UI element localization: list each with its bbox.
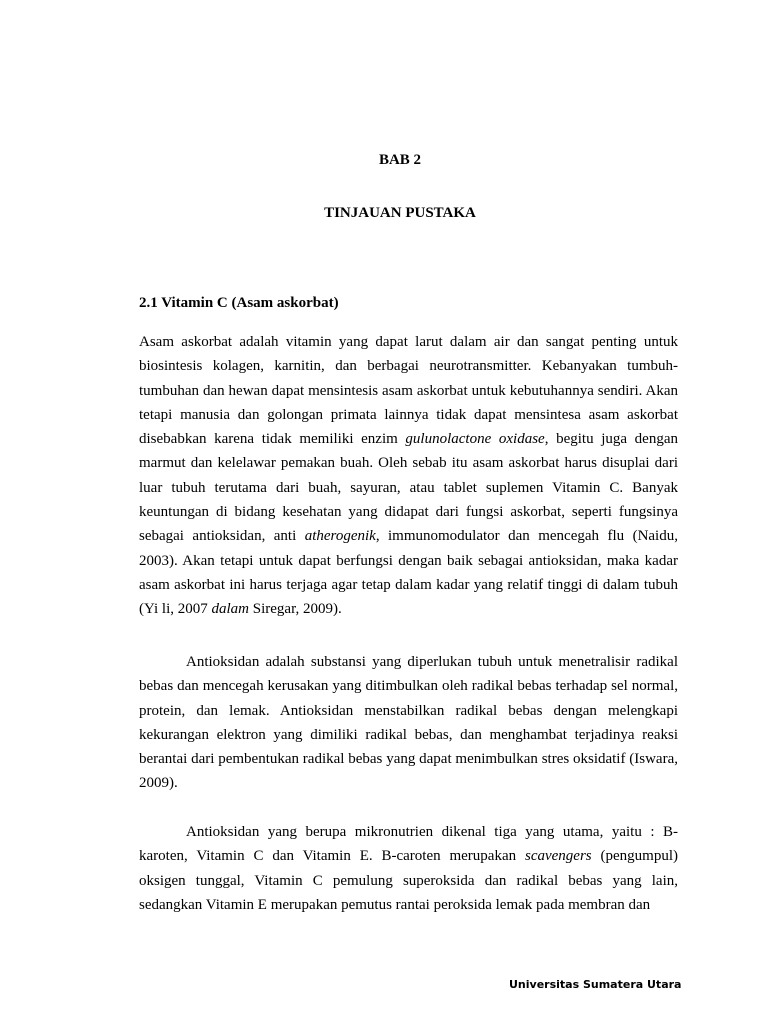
paragraph-2-text: Antioksidan adalah substansi yang diperlukan tubuh untuk menetralisir radikal bebas dan mencegah kerusakan yang ditimbulkan oleh radikal bebas terhadap sel normal, protein, dan lemak. Antioksidan menstabilkan radikal bebas dengan melengkapi kekurangan elektron yang dimiliki radikal bebas, dan menghambat terjadinya reaksi berantai dari pembentukan radikal bebas yang dapat menimbulkan stres oksidatif (Iswara, 2009). [139, 654, 678, 792]
section-heading: 2.1 Vitamin C (Asam askorbat) [139, 295, 339, 311]
paragraph-1-italic-dalam: dalam [211, 601, 250, 618]
paragraph-1-segment-4: Siregar, 2009). [249, 601, 342, 618]
paragraph-1-segment-1: Asam askorbat adalah vitamin yang dapat larut dalam air dan sangat penting untuk biosintesis kolagen, karnitin, dan berbagai neurotransmitter. Kebanyakan tumbuh-tumbuhan dan hewan dapat mensintesis asam askorbat untuk kebutuhannya sendiri. Akan tetapi manusia dan golongan primata lainnya tidak dapat mensintesa asam askorbat disebabkan karena tidak memiliki enzim [139, 334, 678, 448]
paragraph-1-text [139, 330, 678, 622]
paragraph-3-italic-scavengers: scavengers [524, 848, 592, 865]
paragraph-2 [139, 650, 678, 796]
chapter-number: BAB 2 [378, 152, 422, 168]
paragraph-3-segment-2: (pengumpul) oksigen tunggal, Vitamin C pemulung superoksida dan radikal bebas yang lain, sedangkan Vitamin E merupakan pemutus rantai peroksida lemak pada membran dan [139, 848, 678, 913]
paragraph-1 [139, 330, 678, 622]
paragraph-3-text [139, 820, 678, 917]
paragraph-3 [139, 820, 678, 917]
paragraph-1-italic-atherogenik: atherogenik [304, 528, 376, 545]
footer-institution: Universitas Sumatera Utara [509, 978, 682, 991]
paragraph-3-segment-1: Antioksidan yang berupa mikronutrien dikenal tiga yang utama, yaitu : B-karoten, Vitamin C dan Vitamin E. B-caroten merupakan [139, 824, 678, 865]
paragraph-1-segment-3: , immunomodulator dan mencegah flu (Naidu, 2003). Akan tetapi untuk dapat berfungsi dengan baik sebagai antioksidan, maka kadar asam askorbat ini harus terjaga agar tetap dalam kadar yang relatif tinggi di dalam tubuh (Yi li, 2007 [139, 528, 678, 618]
paragraph-1-segment-2: , begitu juga dengan marmut dan kelelawar pemakan buah. Oleh sebab itu asam askorbat harus disuplai dari luar tubuh terutama dari buah, sayuran, atau tablet suplemen Vitamin C. Banyak keuntungan di bidang kesehatan yang didapat dari fungsi askorbat, seperti fungsinya sebagai antioksidan, anti [139, 431, 678, 545]
chapter-title: TINJAUAN PUSTAKA [324, 205, 476, 221]
paragraph-1-italic-enzyme: gulunolactone oxidase [405, 431, 545, 448]
